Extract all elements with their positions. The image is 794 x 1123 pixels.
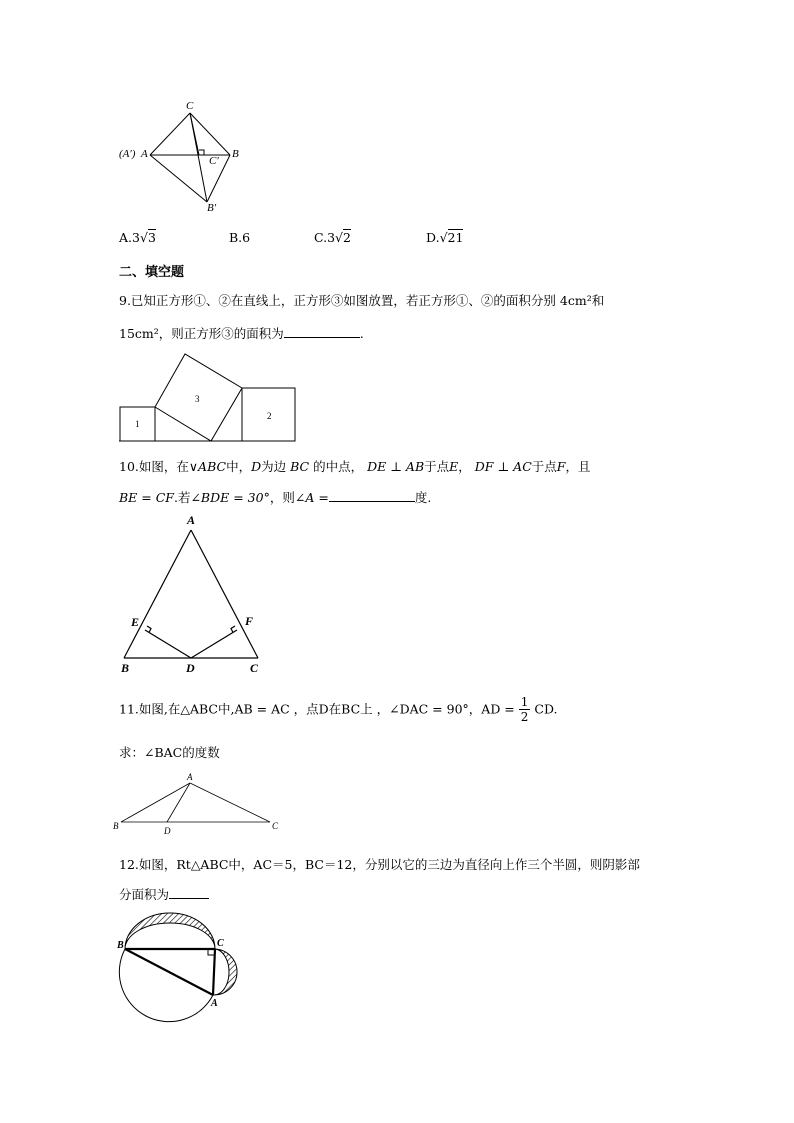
q9-line2-text: 15cm²，则正方形③的面积为 (119, 326, 284, 341)
q10-angle-bde: ∠BDE = 30° (190, 490, 270, 505)
q11-line2: 求：∠BAC的度数 (119, 745, 220, 760)
fig8-label-b: B (232, 148, 239, 160)
q12-text: 分面积为 (119, 887, 170, 902)
q10-angle-a: ∠A = (294, 490, 329, 505)
q10-text: 度. (414, 490, 432, 505)
q8-option-d-radicand: 21 (447, 230, 464, 245)
fig10-label-d: D (186, 661, 195, 675)
fig10-label-c: C (250, 661, 259, 675)
fig10-label-f: F (245, 614, 254, 628)
fig11-label-c: C (272, 821, 279, 831)
q10-text: 为边 (261, 459, 287, 474)
q10-text: ，则 (269, 490, 295, 505)
q11-text: CD. (534, 701, 558, 717)
q10-text: 于点 (424, 459, 450, 474)
q8-option-a-coef: 3 (132, 230, 140, 245)
fig8-label-a-prime: (A′) (119, 148, 136, 160)
q11-fraction-denominator: 2 (520, 710, 529, 724)
q11-fraction-numerator: 1 (520, 695, 529, 709)
fig10-label-b: B (121, 661, 130, 675)
q8-option-c-coef: 3 (327, 230, 336, 245)
q10-text: 中， (226, 459, 252, 474)
q8-option-d-label: D. (426, 230, 440, 245)
sqrt-icon: √ (335, 230, 344, 245)
fig8-label-a: A (141, 148, 148, 160)
q10-perp-de: DE ⊥ AB (367, 459, 425, 474)
fig8-label-c: C (186, 100, 194, 112)
fig8-label-b-prime: B′ (207, 202, 217, 214)
fig8-label-c-prime: C′ (209, 155, 219, 167)
q9-square2-label: 2 (267, 411, 272, 421)
q10-text: 10.如图，在 (119, 459, 189, 474)
q9-square3-label: 3 (195, 394, 200, 404)
fig11-label-a: A (187, 772, 193, 782)
q8-option-c-radicand: 2 (343, 230, 351, 245)
sqrt-icon: √ (139, 230, 148, 245)
q9-line2-end: . (359, 326, 364, 341)
q10-equation: BE = CF (119, 490, 174, 505)
q11-text: 11.如图,在△ABC中,AB = AC ，点D在BC上 ，∠DAC = 90°，AD = (119, 701, 515, 717)
q10-text: 于点 (531, 459, 557, 474)
q10-text: 的中点， (313, 459, 364, 474)
sqrt-icon: √ (439, 230, 448, 245)
q8-option-c-label: C. (314, 230, 328, 245)
fig11-label-d: D (164, 826, 171, 836)
q10-segment-bc: BC (290, 459, 310, 474)
fig10-label-e: E (131, 615, 140, 629)
q10-text: .若 (173, 490, 191, 505)
q8-option-a-radicand: 3 (147, 230, 156, 245)
q10-point-e: E (449, 459, 459, 474)
q9-line1: 9.已知正方形①、②在直线上，正方形③如图放置，若正方形①、②的面积分别 4cm²和 (119, 293, 605, 308)
q9-square1-label: 1 (135, 419, 140, 429)
fig12-label-c: C (217, 938, 224, 949)
q10-text: ，且 (565, 459, 591, 474)
q10-perp-df: DF ⊥ AC (474, 459, 532, 474)
q10-point-d: D (251, 459, 262, 474)
q8-option-a-label: A. (119, 230, 133, 245)
q8-option-b: B.6 (229, 230, 251, 245)
fig11-label-b: B (113, 821, 119, 831)
q10-point-f: F (556, 459, 566, 474)
section-title-fill-in: 二、填空题 (119, 265, 185, 280)
fig10-label-a: A (187, 513, 196, 527)
fig12-label-b: B (117, 940, 124, 951)
fig12-label-a: A (211, 998, 218, 1009)
q10-text: ， (458, 459, 471, 474)
q12-line1: 12.如图，Rt△ABC中，AC＝5，BC＝12，分别以它的三边为直径向上作三个半圆，则阴影部 (119, 857, 640, 872)
q10-triangle: ∨ABC (188, 459, 227, 474)
